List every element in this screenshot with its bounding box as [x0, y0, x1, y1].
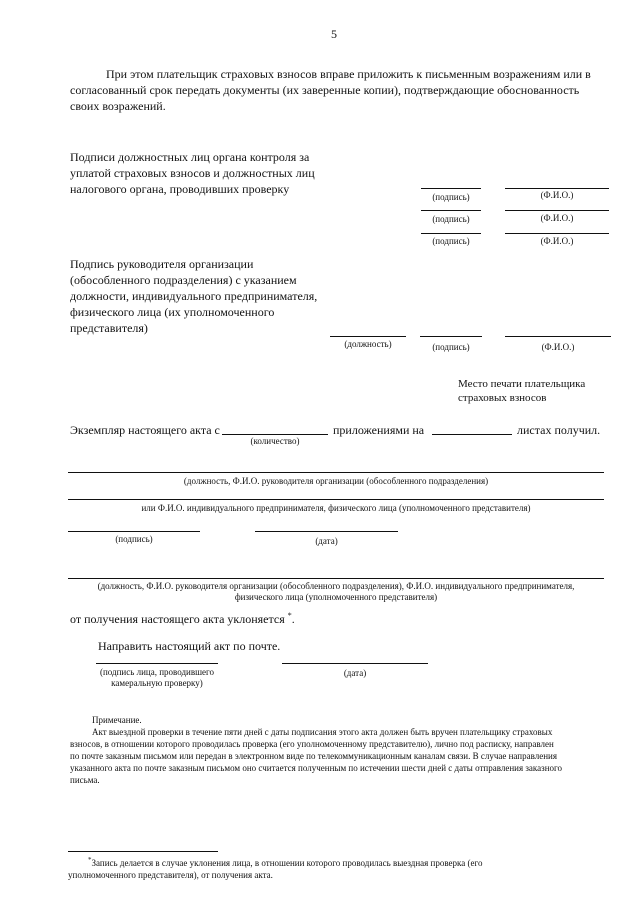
note-line-3: по почте заказным письмом или передан в электронном виде по телекоммуникационным каналам связи. В случае направления: [70, 751, 558, 761]
head-label-line-5: представителя): [70, 321, 148, 335]
inspector-name-caption-3: (Ф.И.О.): [540, 236, 574, 246]
mail-signer-caption-line-2: камеральную проверку): [111, 678, 203, 688]
head-label-line-3: должности, индивидуального предпринимателя,: [70, 289, 318, 303]
receiver-signature-caption: (подпись): [115, 534, 153, 544]
receiver-caption-1: (должность, Ф.И.О. руководителя организации (обособленного подразделения): [183, 476, 489, 486]
inspectors-label-line-2: уплатой страховых взносов и должностных лиц: [70, 166, 315, 180]
stamp-place: [458, 377, 585, 405]
note-body: [70, 726, 610, 786]
evasion-text-body: от получения настоящего акта уклоняется: [70, 612, 285, 626]
copy-sheets-line: [432, 434, 512, 435]
evasion-caption-line-1: (должность, Ф.И.О. руководителя организации (обособленного подразделения), Ф.И.О. индивидуального предпринимателя,: [97, 581, 575, 591]
inspectors-label-line-1: Подписи должностных лиц органа контроля за: [70, 150, 310, 164]
note-title: Примечание.: [92, 715, 142, 725]
mail-signer-caption: [90, 667, 224, 689]
head-label: [70, 256, 317, 336]
inspector-name-caption-2: (Ф.И.О.): [540, 213, 574, 223]
head-signature-line: [420, 336, 482, 337]
evasion-footnote-mark: *: [287, 611, 292, 620]
receiver-date-line: [255, 531, 398, 532]
copy-quantity-line: [222, 434, 328, 435]
intro-line-2: согласованный срок передать документы (их заверенные копии), подтверждающие обоснованность: [70, 83, 580, 97]
evasion-text: [70, 608, 295, 627]
mail-date-caption: (дата): [343, 668, 367, 678]
head-label-line-2: (обособленного подразделения) с указанием: [70, 273, 297, 287]
head-name-line: [505, 336, 611, 337]
copy-received-suffix: листах получил.: [517, 423, 601, 437]
evasion-line: [68, 578, 604, 579]
inspector-name-line-3: [505, 233, 609, 234]
evasion-text-period: .: [291, 612, 295, 626]
head-label-line-1: Подпись руководителя организации: [70, 257, 254, 271]
inspector-signature-caption-3: (подпись): [432, 236, 470, 246]
intro-line-3: своих возражений.: [70, 99, 166, 113]
note-line-5: письма.: [70, 775, 100, 785]
copy-quantity-caption: (количество): [250, 436, 300, 446]
head-name-caption: (Ф.И.О.): [541, 342, 575, 352]
mail-text: Направить настоящий акт по почте.: [98, 639, 281, 653]
mail-date-line: [282, 663, 428, 664]
note-line-1: Акт выездной проверки в течение пяти дней с даты подписания этого акта должен быть вручен плательщику страховых: [92, 727, 553, 737]
inspector-name-line-2: [505, 210, 609, 211]
inspectors-label: [70, 149, 315, 197]
inspector-signature-line-1: [421, 188, 481, 189]
inspector-signature-caption-1: (подпись): [432, 192, 470, 202]
stamp-place-line-2: страховых взносов: [458, 392, 547, 404]
stamp-place-line-1: Место печати плательщика: [458, 378, 586, 390]
copy-received-middle: приложениями на: [333, 423, 425, 437]
inspector-name-caption-1: (Ф.И.О.): [540, 190, 574, 200]
note-line-4: указанного акта по почте заказным письмом оно считается полученным по истечении шести дней с даты отправления заказного: [70, 763, 562, 773]
inspectors-label-line-3: налогового органа, проводивших проверку: [70, 182, 290, 196]
head-position-caption: (должность): [344, 339, 392, 349]
receiver-caption-2: или Ф.И.О. индивидуального предпринимателя, физического лица (уполномоченного представителя): [141, 503, 531, 513]
inspector-signature-line-3: [421, 233, 481, 234]
note-line-2: взносов, в отношении которого проводилась проверка (его уполномоченному представителю), лично под расписку, направлен: [70, 739, 554, 749]
receiver-signature-line: [68, 531, 200, 532]
evasion-caption: [64, 581, 608, 603]
footnote-line-2: уполномоченного представителя), от получения акта.: [68, 870, 273, 880]
footnote-mark: *: [88, 856, 92, 864]
inspector-signature-caption-2: (подпись): [432, 214, 470, 224]
inspector-signature-line-2: [421, 210, 481, 211]
head-signature-caption: (подпись): [432, 342, 470, 352]
evasion-caption-line-2: физического лица (уполномоченного представителя): [234, 592, 438, 602]
head-label-line-4: физического лица (их уполномоченного: [70, 305, 275, 319]
inspector-name-line-1: [505, 188, 609, 189]
copy-received-prefix: Экземпляр настоящего акта с: [70, 423, 220, 437]
receiver-date-caption: (дата): [315, 536, 338, 546]
page-number: 5: [331, 27, 337, 41]
mail-signer-line: [96, 663, 218, 664]
mail-signer-caption-line-1: (подпись лица, проводившего: [99, 667, 215, 677]
footnote-line-1: [88, 854, 608, 869]
footnote: [68, 854, 608, 881]
intro-line-1: При этом плательщик страховых взносов вправе приложить к письменным возражениям или в: [106, 67, 591, 81]
intro-paragraph: [70, 66, 604, 114]
head-position-line: [330, 336, 406, 337]
footnote-separator: [68, 851, 218, 852]
receiver-line-2: [68, 499, 604, 500]
footnote-line-1-text: Запись делается в случае уклонения лица, в отношении которого проводилась выездная проверка (его: [91, 858, 483, 868]
receiver-line-1: [68, 472, 604, 473]
